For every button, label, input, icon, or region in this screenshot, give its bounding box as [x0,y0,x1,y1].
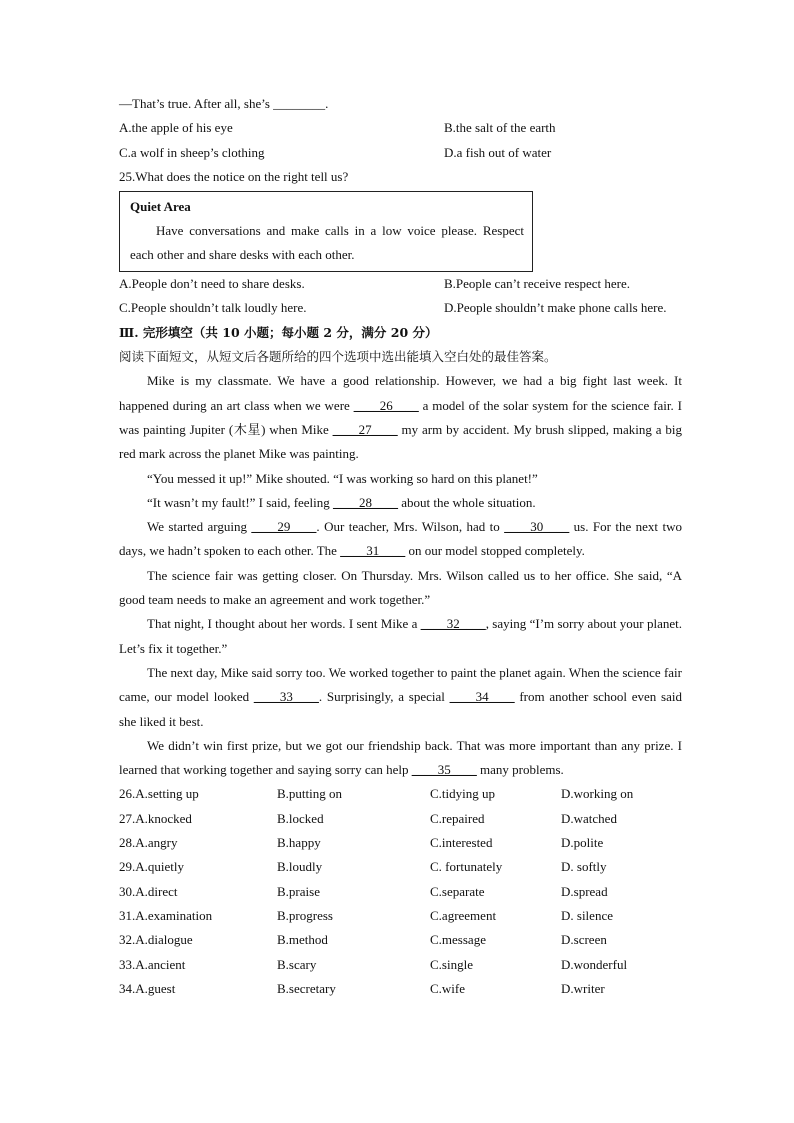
q24-option-d: D.a fish out of water [444,144,552,160]
q25-options-row-1 [119,272,682,296]
choice-a: 34.A.guest [119,980,176,996]
choice-row-29 [119,855,682,879]
passage-text: about the whole situation. [398,494,536,510]
blank-32: ____32____ [420,616,486,632]
choice-c: C. fortunately [430,859,503,875]
blank-34: ____34____ [449,689,515,705]
q25-option-c: C.People shouldn’t talk loudly here. [119,300,307,316]
choice-d: D.working on [561,786,634,802]
choice-d: D.spread [561,883,608,899]
choice-d: D.polite [561,835,604,851]
section-heading: Ⅲ. 完形填空（共 10 小题；每小题 2 分，满分 20 分） [119,324,438,340]
choice-row-30 [119,880,682,904]
q25-stem: 25.What does the notice on the right tell us? [119,168,349,184]
choice-b: B.loudly [277,859,323,875]
passage-text: . Surprisingly, a special [318,689,450,705]
choice-row-28 [119,831,682,855]
choice-d: D.writer [561,980,605,996]
passage-paragraph-3 [119,491,682,515]
passage-paragraph-8 [119,734,682,783]
choice-b: B.happy [277,835,321,851]
choice-d: D. silence [561,907,613,923]
choice-row-32 [119,928,682,952]
passage-text: , saying “I’m sorry about your planet. Let’s fix it together.” [119,616,682,656]
blank-31: ____31____ [340,543,406,559]
blank-27: ____27____ [332,421,398,437]
q24-option-a: A.the apple of his eye [119,120,233,136]
choice-row-33 [119,953,682,977]
blank-28: ____28____ [333,494,399,510]
q24-options-row-1 [119,116,682,140]
quiet-area-notice [119,191,533,272]
q25-option-d: D.People shouldn’t make phone calls here. [444,300,667,316]
q24-options-row-2 [119,141,682,165]
passage-paragraph-6 [119,612,682,661]
q25-options-row-2 [119,296,682,320]
choice-c: C.wife [430,980,466,996]
choice-c: C.separate [430,883,485,899]
passage-text: on our model stopped completely. [405,543,585,559]
blank-26: ____26____ [353,397,419,413]
choice-b: B.locked [277,810,324,826]
choice-a: 28.A.angry [119,835,178,851]
choice-b: B.praise [277,883,320,899]
q24-option-c: C.a wolf in sheep’s clothing [119,144,265,160]
q25-option-a: A.People don’t need to share desks. [119,276,305,292]
choice-b: B.method [277,932,328,948]
choice-c: C.single [430,956,473,972]
passage-paragraph-2: “You messed it up!” Mike shouted. “I was working so hard on this planet!” [147,470,538,486]
choice-a: 31.A.examination [119,907,213,923]
choice-d: D.wonderful [561,956,628,972]
choice-a: 32.A.dialogue [119,932,193,948]
choice-b: B.putting on [277,786,343,802]
passage-paragraph-4 [119,515,682,564]
blank-30: ____30____ [504,519,570,535]
choice-c: C.repaired [430,810,485,826]
passage-text: us. For the next two days, we hadn’t spoken to each other. The [119,519,682,559]
choice-a: 33.A.ancient [119,956,186,972]
blank-29: ____29____ [251,519,317,535]
passage-text: We didn’t win first prize, but we got our friendship back. That was more important than any prize. I learned that working together and saying sorry can help [119,737,682,778]
choice-b: B.scary [277,956,317,972]
choice-d: D.screen [561,932,607,948]
blank-33: ____33____ [253,689,319,705]
choice-d: D. softly [561,859,607,875]
passage-text: We started arguing [147,519,252,535]
choice-c: C.interested [430,835,493,851]
choice-row-26 [119,782,682,806]
choice-a: 26.A.setting up [119,786,199,802]
notice-body: Have conversations and make calls in a low voice please. Respect each other and share desks with each other. [130,223,524,263]
exam-page [119,92,682,1001]
choice-b: B.secretary [277,980,336,996]
q24-stem: —That’s true. After all, she’s ________. [119,96,329,111]
q24-option-b: B.the salt of the earth [444,120,556,136]
passage-text: . Our teacher, Mrs. Wilson, had to [316,519,505,535]
section-instruction: 阅读下面短文，从短文后各题所给的四个选项中选出能填入空白处的最佳答案。 [119,349,557,365]
passage-text: my arm by accident. My brush slipped, making a big red mark across the planet Mike was painting. [119,421,682,462]
choice-a: 30.A.direct [119,883,178,899]
passage-text: “It wasn’t my fault!” I said, feeling [147,494,334,510]
blank-35: ____35____ [411,762,477,778]
choices-list [119,782,682,1001]
passage-paragraph-5: The science fair was getting closer. On Thursday. Mrs. Wilson called us to her office. She said, “A good team needs to make an agreement and work together.” [119,567,682,608]
choice-row-31 [119,904,682,928]
passage-paragraph-7 [119,661,682,734]
passage-text: Mike is my classmate. We have a good relationship. However, we had a big fight last week. It happened during an art class when we were [119,373,682,413]
choice-d: D.watched [561,810,617,826]
choice-a: 29.A.quietly [119,859,184,875]
passage-text: That night, I thought about her words. I sent Mike a [147,616,421,632]
choice-c: C.agreement [430,907,497,923]
choice-row-34 [119,977,682,1001]
choice-row-27 [119,807,682,831]
choice-a: 27.A.knocked [119,810,192,826]
choice-b: B.progress [277,907,333,923]
passage-text: a model of the solar system for the science fair. I was painting Jupiter (木星) when Mike [119,397,682,437]
choice-c: C.message [430,932,486,948]
notice-title: Quiet Area [130,199,191,215]
choice-c: C.tidying up [430,786,496,802]
passage-text: The next day, Mike said sorry too. We worked together to paint the planet again. When the science fair came, our model looked [119,664,682,705]
q25-option-b: B.People can’t receive respect here. [444,276,630,292]
passage-paragraph-1 [119,369,682,466]
passage-text: many problems. [476,762,564,778]
passage-text: from another school even said she liked it best. [119,689,682,729]
